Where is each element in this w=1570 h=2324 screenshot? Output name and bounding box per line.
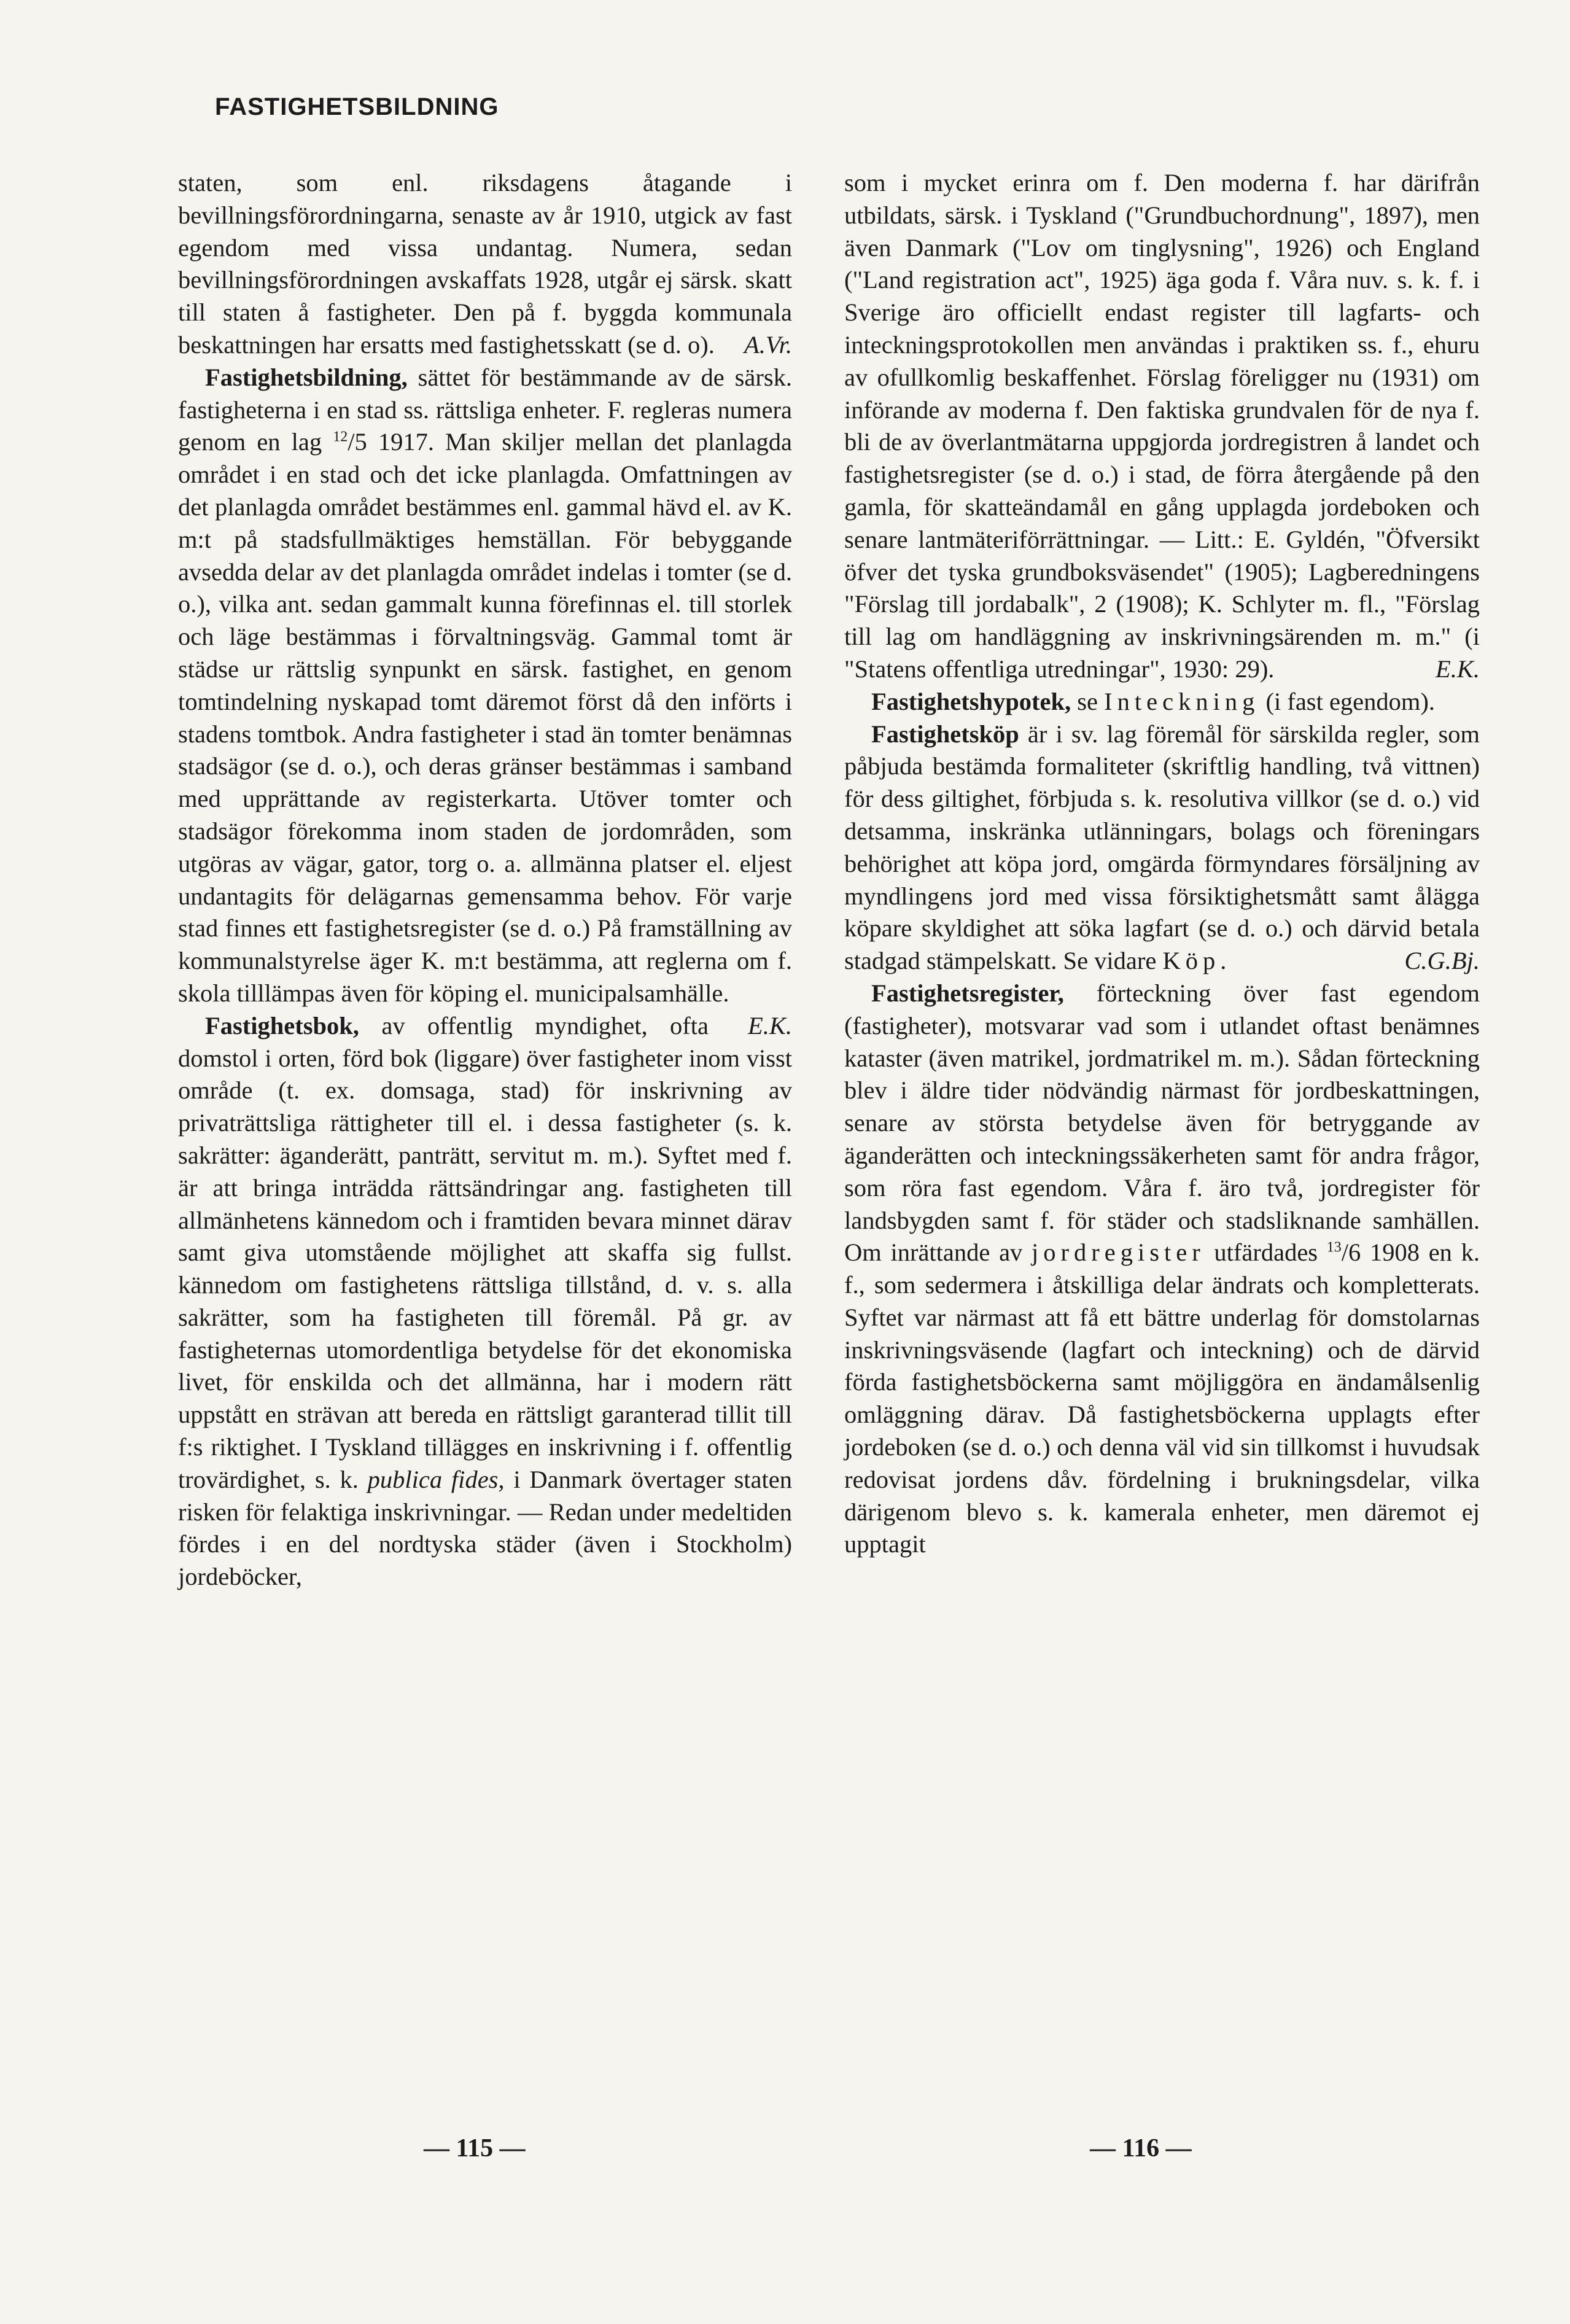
entry-text: i Danmark övertager staten risken för felaktiga inskrivningar. — Redan under medeltiden fördes i en del nordtyska städer (även i Stockholm) jordeböcker, (178, 1465, 792, 1591)
entry-fastighetshypotek (844, 686, 1480, 718)
entry-text: sättet för bestämmande av de särsk. fastigheterna i en stad ss. rättsliga enheter. F. regleras numera genom en lag (178, 363, 792, 456)
left-column (178, 167, 792, 1593)
entry-headword: Fastighetsköp (871, 720, 1019, 748)
page-number-left: — 115 — (424, 2134, 526, 2163)
entry-text: utfärdades (1205, 1238, 1327, 1267)
entry-text: är i sv. lag föremål för särskilda regler, som påbjuda bestämda formaliteter (skriftlig handling, två vittnen) för dess giltighet, förbjuda s. k. resolutiva villkor (se d. o.) vid detsamma, inskränka utlänningars, bolags och föreningars behörighet att köpa jord, omgärda förmyndares försäljning av myndlingens jord med vissa försiktighetsmått samt ålägga köpare skyldighet att söka lagfart (se d. o.) och därvid betala stadgad stämpelskatt. Se vidare (844, 720, 1480, 975)
date-superscript: 13 (1326, 1239, 1342, 1256)
entry-text: (i fast egendom). (1259, 687, 1436, 715)
entry-headword: Fastighetshypotek, (871, 687, 1071, 715)
entry-fastighetskop (844, 718, 1480, 977)
entry-headword: Fastighetsbok, (205, 1011, 359, 1040)
entry-text: av offentlig myndighet, ofta domstol i orten, förd bok (liggare) över fastigheter inom visst område (t. ex. domsaga, stad) för inskrivning av privaträttsliga rättigheter till el. i dessa fastigheter (s. k. sakrätter: äganderätt, panträtt, servitut m. m.). Syftet med f. är att bringa inträdda rättsändringar ang. fastigheten till allmänhetens kännedom och i framtiden bevara minnet därav samt giva utomstående möjlighet att skaffa sig fullst. kännedom om fastighetens rättsliga tillstånd, d. v. s. alla sakrätter, som ha fastigheten till föremål. På gr. av fastigheternas utomordentliga betydelse för det ekonomiska livet, för enskilda och det allmänna, har i modern rätt uppstått en strävan att bereda en rättsligt garanterad tillit till f:s riktighet. I Tyskland tillägges en inskrivning i f. offentlig trovärdighet, s. k. (178, 1011, 792, 1493)
cross-reference: Köp. (1162, 947, 1232, 975)
running-head: FASTIGHETSBILDNING (215, 93, 499, 120)
entry-fastighetsregister (844, 977, 1480, 1561)
right-column (844, 167, 1480, 1561)
author-signature: E.K. (1435, 655, 1480, 683)
latin-term: publica fides, (367, 1465, 505, 1493)
entry-text: staten, som enl. riksdagens åtagande i bevillningsförordningarna, senaste av år 1910, utgick av fast egendom med vissa undantag. Numera, sedan bevillningsförordningen avskaffats 1928, utgår ej särsk. skatt till staten å fastigheter. Den på f. byggda kommunala beskattningen har ersatts med fastighetsskatt (se d. o). (178, 169, 792, 359)
page-number-right: — 116 — (1090, 2134, 1192, 2163)
author-signature: C.G.Bj. (1404, 947, 1480, 975)
entry-continuation (844, 167, 1480, 686)
date-superscript: 12 (333, 429, 348, 445)
author-signature: A.Vr. (744, 330, 792, 359)
entry-continuation (178, 167, 792, 362)
entry-text: en k. f., som sedermera i åtskilliga delar ändrats och kompletterats. Syftet var närmast att få ett bättre underlag för domstolarnas inskrivningsväsende (lagfart och inteckning) och de därvid förda fastighetsböckerna samt möjliggöra en ändamålsenlig omläggning därav. Då fastighetsböckerna upplagts efter jordeboken (se d. o.) och denna väl vid sin tillkomst i huvudsak redovisat jordens dåv. fördelning i brukningsdelar, vilka därigenom blevo s. k. kamerala enheter, men däremot ej upptagit (844, 1238, 1480, 1558)
author-signature: E.K. (747, 1011, 792, 1040)
date-rest: /6 1908 (1341, 1238, 1420, 1267)
cross-reference: Inteckning (1104, 687, 1260, 715)
entry-text: se (1071, 687, 1105, 715)
entry-text: som i mycket erinra om f. Den moderna f. har därifrån utbildats, särsk. i Tyskland ("Grundbuchordnung", 1897), men även Danmark ("Lov om tinglysning", 1926) och England ("Land registration act", 1925) äga goda f. Våra nuv. s. k. f. i Sverige äro officiellt endast register till lagfarts- och inteckningsprotokollen men användas i praktiken ss. f., ehuru av ofullkomlig beskaffenhet. Förslag föreligger nu (1931) om införande av moderna f. Den faktiska grundvalen för de nya f. bli de av överlantmätarna uppgjorda jordregistren å landet och fastighetsregister (se d. o.) i stad, de förra återgående på den gamla, för skatteändamål en gång upplagda jordeboken och senare lantmäteriförrättningar. — Litt.: E. Gyldén, "Öfversikt öfver det tyska grundboksväsendet" (1905); Lagberedningens "Förslag till jordabalk", 2 (1908); K. Schlyter m. fl., "Förslag till lag om handläggning av inskrivningsärenden m. m." (i "Statens offentliga utredningar", 1930: 29). (844, 169, 1480, 683)
date-rest: /5 1917. (348, 428, 434, 456)
entry-headword: Fastighetsbildning, (205, 363, 408, 391)
entry-text: Man skiljer mellan det planlagda området i en stad och det icke planlagda. Omfattningen av det planlagda området bestämmes enl. gammal hävd el. av K. m:t på stadsfullmäktiges hemställan. För bebyggande avsedda delar av det planlagda området indelas i tomter (se d. o.), vilka ant. sedan gammalt kunna förefinnas el. till storlek och läge bestämmas i förvaltningsväg. Gammal tomt är städse ur rättslig synpunkt en särsk. fastighet, en genom tomtindelning nyskapad tomt däremot först då den införts i stadens tomtbok. Andra fastigheter i stad än tomter benämnas stadsägor (se d. o.), och deras gränser bestämmas i samband med upprättande av registerkarta. Utöver tomter och stadsägor förekomma inom staden de jordområden, som utgöras av vägar, gator, torg o. a. allmänna platser el. eljest undantagits för delägarnas gemensamma behov. För varje stad finnes ett fastighetsregister (se d. o.) På framställning av kommunalstyrelse äger K. m:t bestämma, att reglerna om f. skola tilllämpas även för köping el. municipalsamhälle. (178, 428, 792, 1007)
entry-headword: Fastighetsregister, (871, 979, 1064, 1007)
entry-text: förteckning över fast egendom (fastigheter), motsvarar vad som i utlandet oftast benämnes kataster (även matrikel, jordmatrikel m. m.). Sådan förteckning blev i äldre tider nödvändig närmast för jordbeskattningen, senare av största betydelse även för betryggande av äganderätten och inteckningssäkerheten samt för andra frågor, som röra fast egendom. Våra f. äro två, jordregister för landsbygden samt f. för städer och stadsliknande samhällen. Om inrättande av (844, 979, 1480, 1267)
entry-fastighetsbok (178, 1010, 792, 1593)
emphasized-term: jordregister (1032, 1238, 1205, 1267)
